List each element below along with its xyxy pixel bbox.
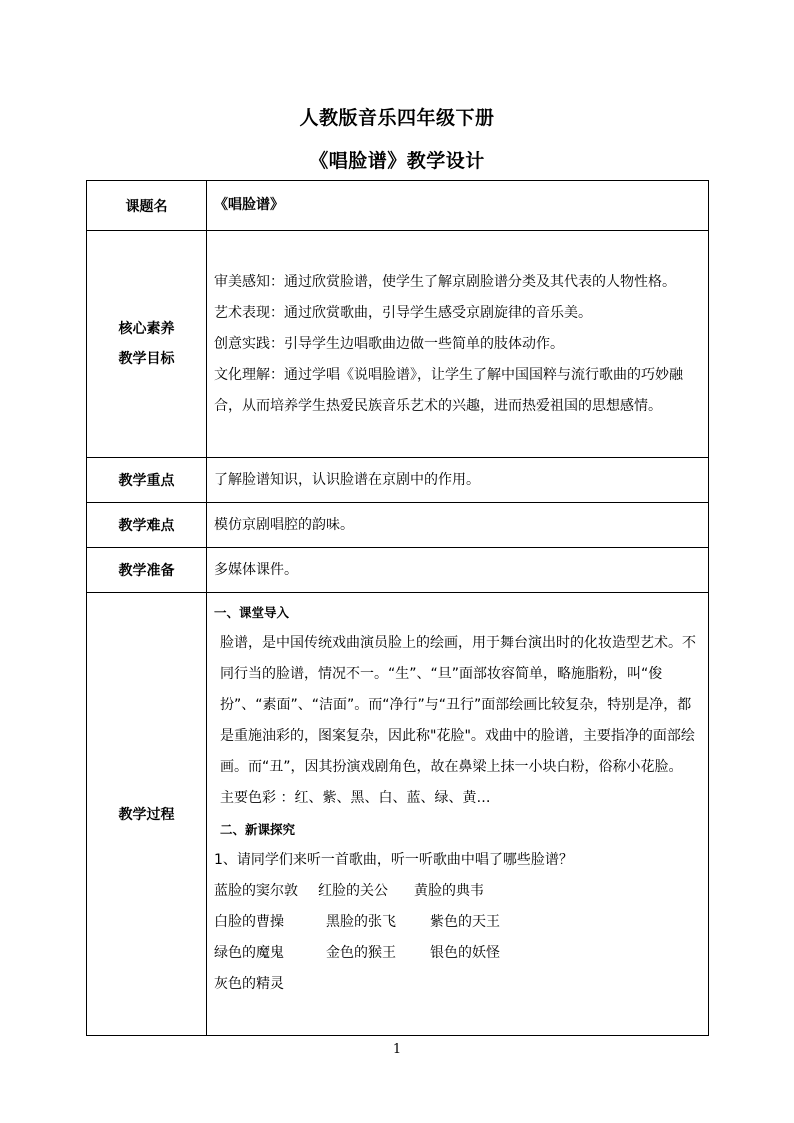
mask-row (214, 969, 702, 1000)
intro-paragraph: 脸谱，是中国传统戏曲演员脸上的绘画，用于舞台演出时的化妆造型艺术。不同行当的脸谱，情况不一。“生”、“旦”面部妆容简单，略施脂粉，叫“俊扮”、“素面”、“洁面”。而“净行”与“丑行”面部绘画比较复杂，特别是净，都是重施油彩的，图案复杂，因此称"花脸"。戏曲中的脸谱，主要指净的面部绘画。而“丑”，因其扮演戏剧角色，故在鼻梁上抹一小块白粉，俗称小花脸。 (220, 635, 696, 775)
lesson-plan-table (86, 180, 709, 1036)
value-key-point: 了解脸谱知识，认识脸谱在京剧中的作用。 (207, 458, 709, 503)
goal-item: 文化理解：通过学唱《说唱脸谱》，让学生了解中国国粹与流行歌曲的巧妙融合，从而培养学生热爱民族音乐艺术的兴趣，进而热爱祖国的思想感情。 (214, 366, 683, 414)
label-goals (87, 231, 207, 458)
goal-item: 审美感知：通过欣赏脸谱，使学生了解京剧脸谱分类及其代表的人物性格。 (214, 273, 676, 290)
row-preparation (87, 548, 709, 593)
row-process (87, 593, 709, 1036)
mask-item: 黑脸的张飞 (326, 914, 396, 930)
mask-row (214, 938, 702, 969)
mask-item: 金色的猴王 (326, 945, 396, 961)
mask-row (214, 907, 702, 938)
mask-row (214, 876, 702, 907)
row-topic (87, 181, 709, 231)
mask-item: 绿色的魔鬼 (214, 945, 284, 961)
colors-line: 主要色彩 ：红、紫、黑、白、蓝、绿、黄… (220, 790, 491, 806)
value-difficulty: 模仿京剧唱腔的韵味。 (207, 503, 709, 548)
label-key-point: 教学重点 (87, 458, 207, 503)
value-preparation: 多媒体课件。 (207, 548, 709, 593)
label-difficulty: 教学难点 (87, 503, 207, 548)
label-topic: 课题名 (87, 181, 207, 231)
label-goals-line2: 教学目标 (118, 351, 175, 367)
goal-item: 艺术表现：通过欣赏歌曲，引导学生感受京剧旋律的音乐美。 (214, 304, 592, 321)
question-line: 1、请同学们来听一首歌曲，听一听歌曲中唱了哪些脸谱？ (214, 852, 573, 868)
section-heading-explore: 二、新课探究 (220, 822, 296, 837)
label-preparation: 教学准备 (87, 548, 207, 593)
section-heading-intro: 一、课堂导入 (214, 605, 290, 620)
mask-item: 灰色的精灵 (214, 976, 284, 992)
document-title: 人教版音乐四年级下册 (299, 107, 495, 129)
row-goals (87, 231, 709, 458)
document-subtitle: 《唱脸谱》教学设计 (309, 150, 485, 172)
row-difficulty (87, 503, 709, 548)
label-process: 教学过程 (87, 593, 207, 1036)
mask-item: 蓝脸的窦尔敦 (214, 883, 298, 899)
mask-item: 银色的妖怪 (430, 945, 500, 961)
label-goals-line1: 核心素养 (118, 321, 175, 337)
row-key-point (87, 458, 709, 503)
mask-item: 黄脸的典韦 (414, 883, 484, 899)
value-process (207, 593, 709, 1036)
mask-item: 紫色的天王 (430, 914, 500, 930)
value-topic: 《唱脸谱》 (207, 181, 709, 231)
value-goals (207, 231, 709, 458)
mask-item: 白脸的曹操 (214, 914, 284, 930)
page-number: 1 (392, 1042, 402, 1057)
goal-item: 创意实践：引导学生边唱歌曲边做一些简单的肢体动作。 (214, 335, 564, 352)
mask-item: 红脸的关公 (318, 883, 388, 899)
